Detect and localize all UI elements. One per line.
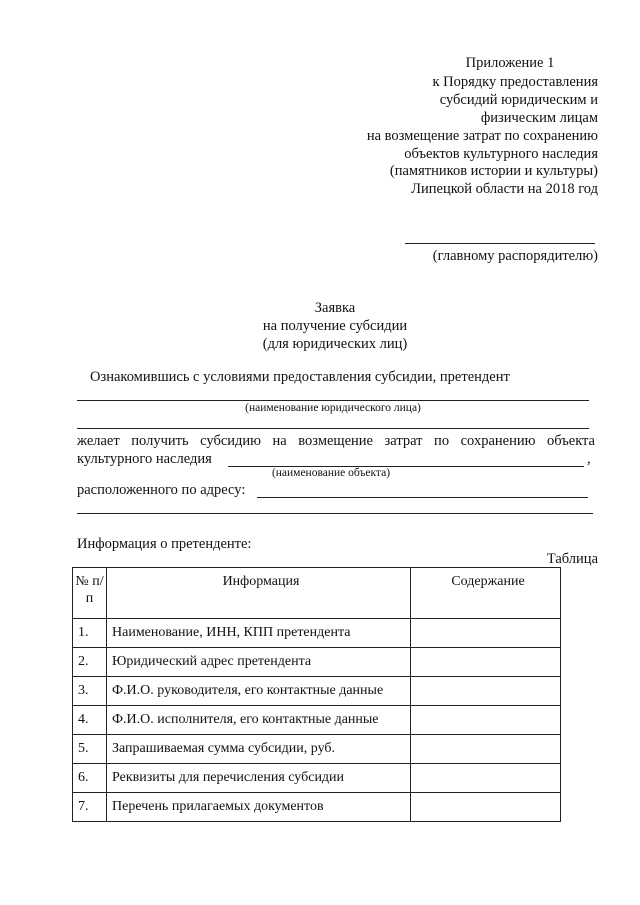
header-info: Информация: [107, 568, 411, 619]
address-label: расположенного по адресу:: [77, 482, 246, 498]
recipient-caption: (главному распорядителю): [432, 248, 598, 264]
org-name-line: [77, 400, 589, 401]
row-info: Запрашиваемая сумма субсидии, руб.: [107, 735, 411, 764]
info-heading: Информация о претенденте:: [77, 536, 252, 552]
document-subtitle-2: (для юридических лиц): [262, 336, 408, 352]
appendix-line: к Порядку предоставления: [432, 74, 598, 90]
appendix-line: Липецкой области на 2018 год: [411, 181, 598, 197]
appendix-title: Приложение 1: [465, 55, 555, 71]
intro-text: Ознакомившись с условиями предоставления субсидии, претендент: [90, 369, 510, 385]
row-info: Реквизиты для перечисления субсидии: [107, 764, 411, 793]
header-num: № п/п: [73, 568, 107, 619]
row-content[interactable]: [411, 793, 561, 822]
row-content[interactable]: [411, 619, 561, 648]
appendix-line: на возмещение затрат по сохранению: [366, 128, 598, 144]
applicant-info-table: [72, 567, 561, 822]
table-row: [73, 648, 561, 677]
row-num: 2.: [73, 648, 107, 677]
row-num: 3.: [73, 677, 107, 706]
recipient-line: [405, 243, 595, 244]
row-info: Юридический адрес претендента: [107, 648, 411, 677]
appendix-line: (памятников истории и культуры): [389, 163, 598, 179]
row-info: Ф.И.О. руководителя, его контактные данные: [107, 677, 411, 706]
row-content[interactable]: [411, 706, 561, 735]
document-subtitle: на получение субсидии: [262, 318, 408, 334]
row-content[interactable]: [411, 735, 561, 764]
row-info: Перечень прилагаемых документов: [107, 793, 411, 822]
table-row: [73, 706, 561, 735]
wish-text: желает получить субсидию на возмещение затрат по сохранению объекта: [77, 433, 595, 449]
org-name-line-2: [77, 428, 589, 429]
appendix-line: субсидий юридическим и: [439, 92, 598, 108]
row-info: Ф.И.О. исполнителя, его контактные данные: [107, 706, 411, 735]
row-info: Наименование, ИНН, КПП претендента: [107, 619, 411, 648]
table-row: [73, 764, 561, 793]
heritage-comma: ,: [587, 451, 591, 467]
object-name-caption: (наименование объекта): [271, 467, 391, 479]
address-line: [257, 497, 588, 498]
table-row: [73, 677, 561, 706]
table-row: [73, 619, 561, 648]
appendix-line: объектов культурного наследия: [404, 146, 598, 162]
table-header-row: [73, 568, 561, 619]
heritage-label: культурного наследия: [77, 451, 212, 467]
row-content[interactable]: [411, 764, 561, 793]
row-num: 1.: [73, 619, 107, 648]
table-row: [73, 793, 561, 822]
row-content[interactable]: [411, 648, 561, 677]
org-name-caption: (наименование юридического лица): [245, 402, 421, 414]
row-num: 4.: [73, 706, 107, 735]
appendix-line: физическим лицам: [480, 110, 598, 126]
header-content: Содержание: [411, 568, 561, 619]
row-num: 7.: [73, 793, 107, 822]
table-label: Таблица: [546, 551, 598, 567]
row-content[interactable]: [411, 677, 561, 706]
address-line-2: [77, 513, 593, 514]
table-row: [73, 735, 561, 764]
row-num: 6.: [73, 764, 107, 793]
row-num: 5.: [73, 735, 107, 764]
document-title: Заявка: [314, 300, 356, 316]
